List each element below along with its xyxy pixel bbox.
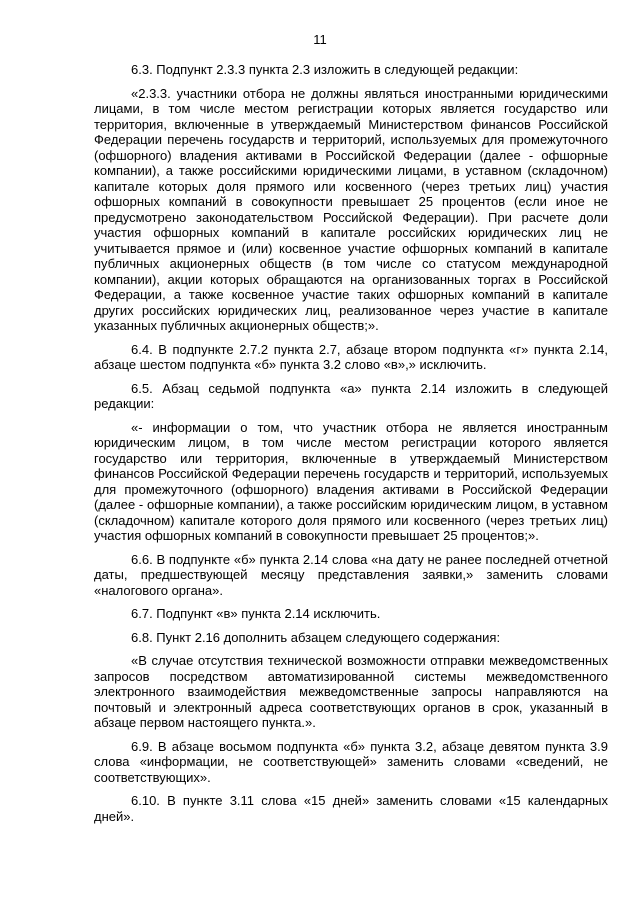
paragraph-information-quote: «- информации о том, что участник отбора не является иностранным юридическим лицом, в том числе местом регистрации которого является государство или территория, включенные в утверждаемый Министерством финансов Российской Федерации перечень государств и территорий, используемых для промежуточного (офшорного) владения активами в Российской Федерации (далее - офшорные компании), а также российским юридическим лицом, в уставном (складочном) капитале которого доля прямого или косвенного (через третьих лиц) участия офшорных компаний в совокупности превышает 25 процентов;». [94, 419, 608, 543]
paragraph-6-4: 6.4. В подпункте 2.7.2 пункта 2.7, абзаце втором подпункта «г» пункта 2.14, абзаце шестом подпункта «б» пункта 3.2 слово «в»,» исключить. [94, 341, 608, 372]
paragraph-6-7: 6.7. Подпункт «в» пункта 2.14 исключить. [131, 606, 381, 621]
paragraph-6-6: 6.6. В подпункте «б» пункта 2.14 слова «на дату не ранее последней отчетной даты, предшествующей месяцу представления заявки,» заменить словами «налогового органа». [94, 551, 608, 598]
paragraph-6-8: 6.8. Пункт 2.16 дополнить абзацем следующего содержания: [131, 629, 501, 645]
paragraph-interagency-quote: «В случае отсутствия технической возможности отправки межведомственных запросов посредством автоматизированной системы межведомственного электронного взаимодействия межведомственные запросы направляются на почтовый и электронный адреса соответствующих органов в срок, указанный в абзаце первом настоящего пункта.». [94, 653, 608, 730]
paragraph-6-3: 6.3. Подпункт 2.3.3 пункта 2.3 изложить в следующей редакции: [131, 62, 519, 77]
paragraph-6-10: 6.10. В пункте 3.11 слова «15 дней» заменить словами «15 календарных дней». [94, 793, 608, 824]
paragraph-2-3-3-quote: «2.3.3. участники отбора не должны являться иностранными юридическими лицами, в том числе местом регистрации которых является государство или территория, включенные в утверждаемый Министерством финансов Российской Федерации перечень государств и территорий, используемых для промежуточного (офшорного) владения активами в Российской Федерации (далее - офшорные компании), а также российскими юридическими лицами, в уставном (складочном) капитале которых доля прямого или косвенного (через третьих лиц) участия офшорных компаний в совокупности превышает 25 процентов (если иное не предусмотрено законодательством Российской Федерации). При расчете доли участия офшорных компаний в капитале российских юридических лиц не учитывается прямое и (или) косвенное участие офшорных компаний в капитале публичных акционерных обществ (в том числе со статусом международной компании), акции которых обращаются на организованных торгах в Российской Федерации, а также косвенное участие таких офшорных компаний в капитале других российских юридических лиц, реализованное через участие в капитале указанных публичных акционерных обществ;». [94, 85, 608, 333]
document-body [94, 62, 608, 832]
page-number: 11 [313, 32, 327, 47]
paragraph-6-9: 6.9. В абзаце восьмом подпункта «б» пункта 3.2, абзаце девятом пункта 3.9 слова «информации, не соответствующей» заменить словами «сведений, не соответствующих». [94, 738, 608, 785]
paragraph-6-5: 6.5. Абзац седьмой подпункта «а» пункта 2.14 изложить в следующей редакции: [94, 380, 608, 411]
